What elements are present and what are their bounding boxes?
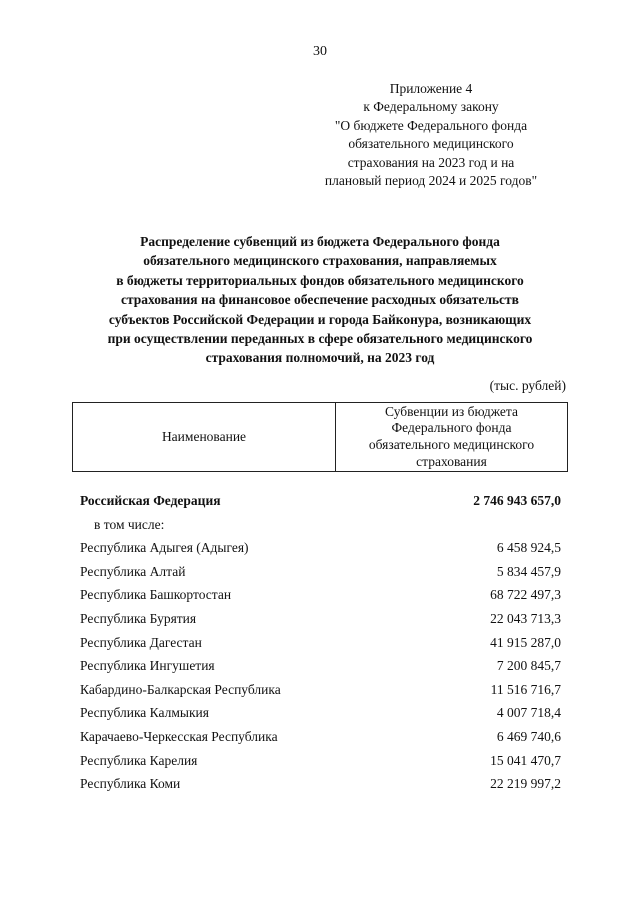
table-row <box>80 538 561 562</box>
row-value: 2 746 943 657,0 <box>473 493 561 508</box>
row-value: 41 915 287,0 <box>490 634 561 650</box>
row-value: 4 007 718,4 <box>496 705 561 721</box>
table-row-total <box>80 491 561 515</box>
region-rows <box>80 538 561 798</box>
row-name: Республика Бурятия <box>80 610 197 626</box>
title-line: в бюджеты территориальных фондов обязательного медицинского <box>116 272 524 288</box>
table-header <box>72 402 568 472</box>
table-row <box>80 609 561 633</box>
row-name: Республика Коми <box>80 776 181 792</box>
row-name: Кабардино-Балкарская Республика <box>80 681 281 697</box>
page-number: 30 <box>313 44 327 59</box>
title-line: страхования на финансовое обеспечение расходных обязательств <box>121 292 519 308</box>
title-line: субъектов Российской Федерации и города Байконура, возникающих <box>108 311 532 327</box>
row-name: Республика Адыгея (Адыгея) <box>80 540 249 556</box>
appendix-reference <box>300 80 562 190</box>
row-value: 22 219 997,2 <box>490 776 561 792</box>
table-row <box>80 656 561 680</box>
table-row <box>80 585 561 609</box>
header-value-line: Субвенции из бюджета <box>385 403 518 419</box>
row-value: 6 458 924,5 <box>496 540 561 556</box>
row-name: Республика Карелия <box>80 752 198 768</box>
row-value: 7 200 845,7 <box>496 658 561 674</box>
header-value-line: обязательного медицинского <box>368 437 535 452</box>
row-value: 68 722 497,3 <box>490 587 561 603</box>
header-name-cell: Наименование <box>73 403 336 472</box>
appendix-line: страхования на 2023 год и на <box>347 154 515 170</box>
row-name: Российская Федерация <box>80 493 221 508</box>
table-row <box>80 751 561 775</box>
table-row <box>80 774 561 798</box>
title-line: Распределение субвенций из бюджета Федерального фонда <box>140 234 500 249</box>
row-name: Республика Алтай <box>80 563 186 579</box>
appendix-line: плановый период 2024 и 2025 годов" <box>324 173 538 189</box>
table-row <box>80 633 561 657</box>
row-name: Карачаево-Черкесская Республика <box>80 728 278 744</box>
row-name: Республика Дагестан <box>80 634 202 650</box>
subheader-label: в том числе: <box>94 516 165 532</box>
header-value-line: страхования <box>416 453 487 469</box>
table-row <box>80 727 561 751</box>
table-row <box>80 562 561 586</box>
appendix-line: "О бюджете Федерального фонда <box>334 117 528 133</box>
title-line: при осуществлении переданных в сфере обязательного медицинского <box>107 331 533 347</box>
header-value-line: Федерального фонда <box>391 420 512 436</box>
row-value: 15 041 470,7 <box>490 752 561 768</box>
row-value: 5 834 457,9 <box>496 563 561 579</box>
row-value: 6 469 740,6 <box>496 728 561 744</box>
appendix-line: Приложение 4 <box>389 81 473 96</box>
header-value-cell <box>336 403 568 472</box>
appendix-line: обязательного медицинского <box>348 136 514 152</box>
unit-note: (тыс. рублей) <box>489 378 566 393</box>
table-row <box>80 680 561 704</box>
table-subheader <box>80 515 561 539</box>
row-name: Республика Калмыкия <box>80 705 209 721</box>
table-body <box>80 491 561 798</box>
document-title <box>60 232 580 368</box>
table-row <box>80 703 561 727</box>
row-value: 11 516 716,7 <box>490 681 561 697</box>
title-line: страхования полномочий, на 2023 год <box>205 350 435 366</box>
row-name: Республика Башкортостан <box>80 587 232 603</box>
row-value: 22 043 713,3 <box>490 610 561 626</box>
row-name: Республика Ингушетия <box>80 658 215 674</box>
appendix-line: к Федеральному закону <box>363 99 499 115</box>
title-line: обязательного медицинского страхования, направляемых <box>143 253 497 269</box>
